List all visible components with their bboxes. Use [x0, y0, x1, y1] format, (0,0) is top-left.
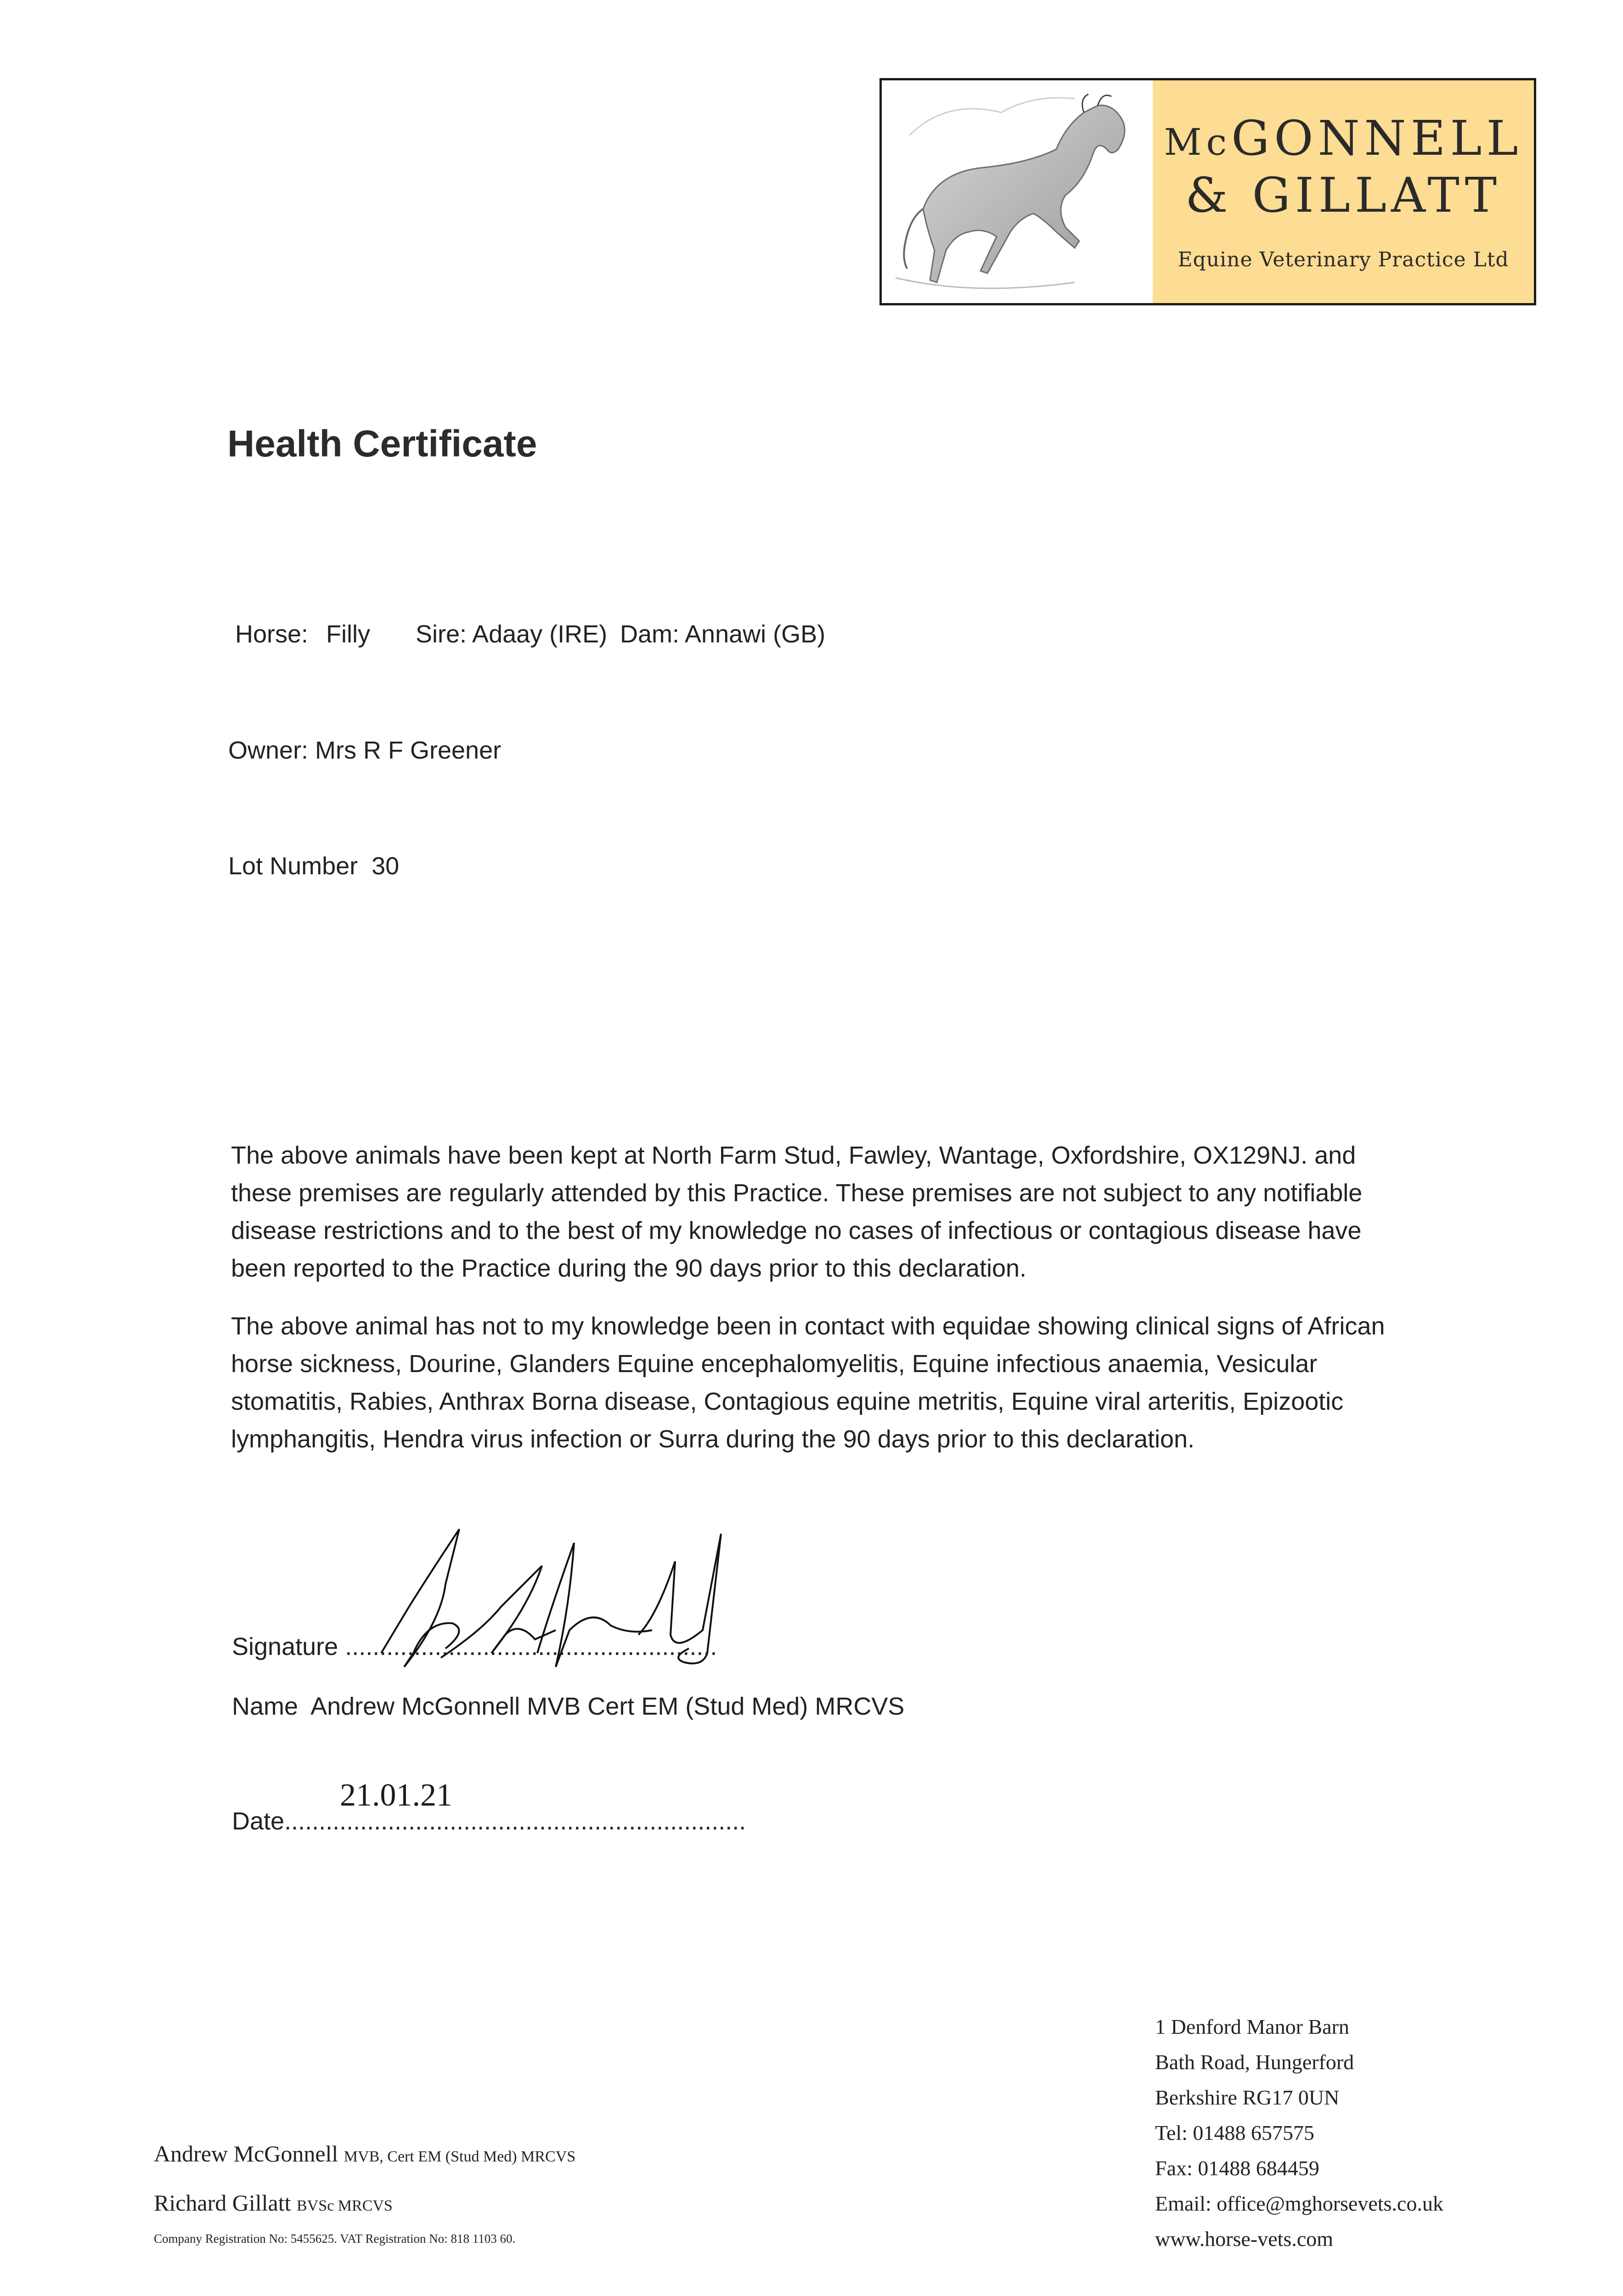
partner-entry — [154, 2180, 575, 2229]
logo-tagline: Equine Veterinary Practice Ltd — [1178, 248, 1509, 272]
partner-name: Richard Gillatt — [154, 2190, 291, 2216]
partner-quals: MVB, Cert EM (Stud Med) MRCVS — [344, 2148, 576, 2165]
declaration-paragraph-1: The above animals have been kept at North Farm Stud, Fawley, Wantage, Oxfordshire, OX129NJ. and these premises are regularly attended by this Practice. These premises are not subject to any notifiable disease restrictions and to the best of my knowledge no cases of infectious or contagious disease have been reported to the Practice during the 90 days prior to this declaration. — [231, 1142, 1363, 1282]
address-website: www.horse-vets.com — [1155, 2227, 1333, 2251]
partner-entry — [154, 2131, 575, 2180]
practice-logo — [879, 78, 1536, 305]
partner-quals: BVSc MRCVS — [297, 2197, 393, 2214]
company-registration: Company Registration No: 5455625. VAT Registration No: 818 1103 60. — [154, 2232, 516, 2245]
partners-list — [154, 2131, 575, 2229]
declaration-paragraph-2: The above animal has not to my knowledge been in contact with equidae showing clinical signs of African horse sickness, Dourine, Glanders Equine encephalomyelitis, Equine infectious anaemia, Vesicular stomatitis, Rabies, Anthrax Borna disease, Contagious equine metritis, Equine viral arteritis, Epizootic lymphangitis, Hendra virus infection or Surra during the 90 days prior to this declaration. — [231, 1312, 1385, 1453]
signature-label-text: Signature — [232, 1633, 338, 1660]
lot-number: Lot Number 30 — [228, 852, 400, 880]
page-title: Health Certificate — [227, 423, 537, 465]
address-phone: Tel: 01488 657575 — [1155, 2121, 1314, 2144]
date-value: 21.01.21 — [340, 1778, 452, 1813]
date-label-text: Date — [232, 1807, 285, 1835]
address-line: 1 Denford Manor Barn — [1155, 2015, 1349, 2038]
horse-label: Horse: — [235, 620, 309, 648]
horse-value: Filly — [326, 620, 370, 648]
date-label — [232, 1807, 746, 1835]
address-fax: Fax: 01488 684459 — [1155, 2156, 1319, 2180]
date-dots: ................................................................... — [284, 1807, 746, 1835]
horse-sire: Sire: Adaay (IRE) — [416, 620, 608, 648]
logo-name-line1 — [1164, 112, 1522, 164]
logo-text-panel — [1153, 80, 1534, 303]
declaration-text — [231, 1137, 1407, 1478]
practice-address — [1155, 2009, 1443, 2257]
owner-line: Owner: Mrs R F Greener — [228, 737, 502, 764]
logo-name-prefix: Mc — [1164, 120, 1232, 163]
logo-name-rest: GONNELL — [1231, 110, 1523, 166]
partner-name: Andrew McGonnell — [154, 2141, 338, 2167]
signature-dots: ...................................................... — [345, 1633, 717, 1660]
horse-dam: Dam: Annawi (GB) — [620, 620, 826, 648]
horse-sketch-icon — [882, 80, 1153, 303]
address-email: Email: office@mghorsevets.co.uk — [1155, 2192, 1443, 2215]
signature-label — [232, 1632, 717, 1661]
vet-name-line: Name Andrew McGonnell MVB Cert EM (Stud Med) MRCVS — [232, 1693, 905, 1720]
address-line: Bath Road, Hungerford — [1155, 2050, 1354, 2074]
logo-name-line2: & GILLATT — [1185, 167, 1501, 223]
address-line: Berkshire RG17 0UN — [1155, 2086, 1340, 2109]
